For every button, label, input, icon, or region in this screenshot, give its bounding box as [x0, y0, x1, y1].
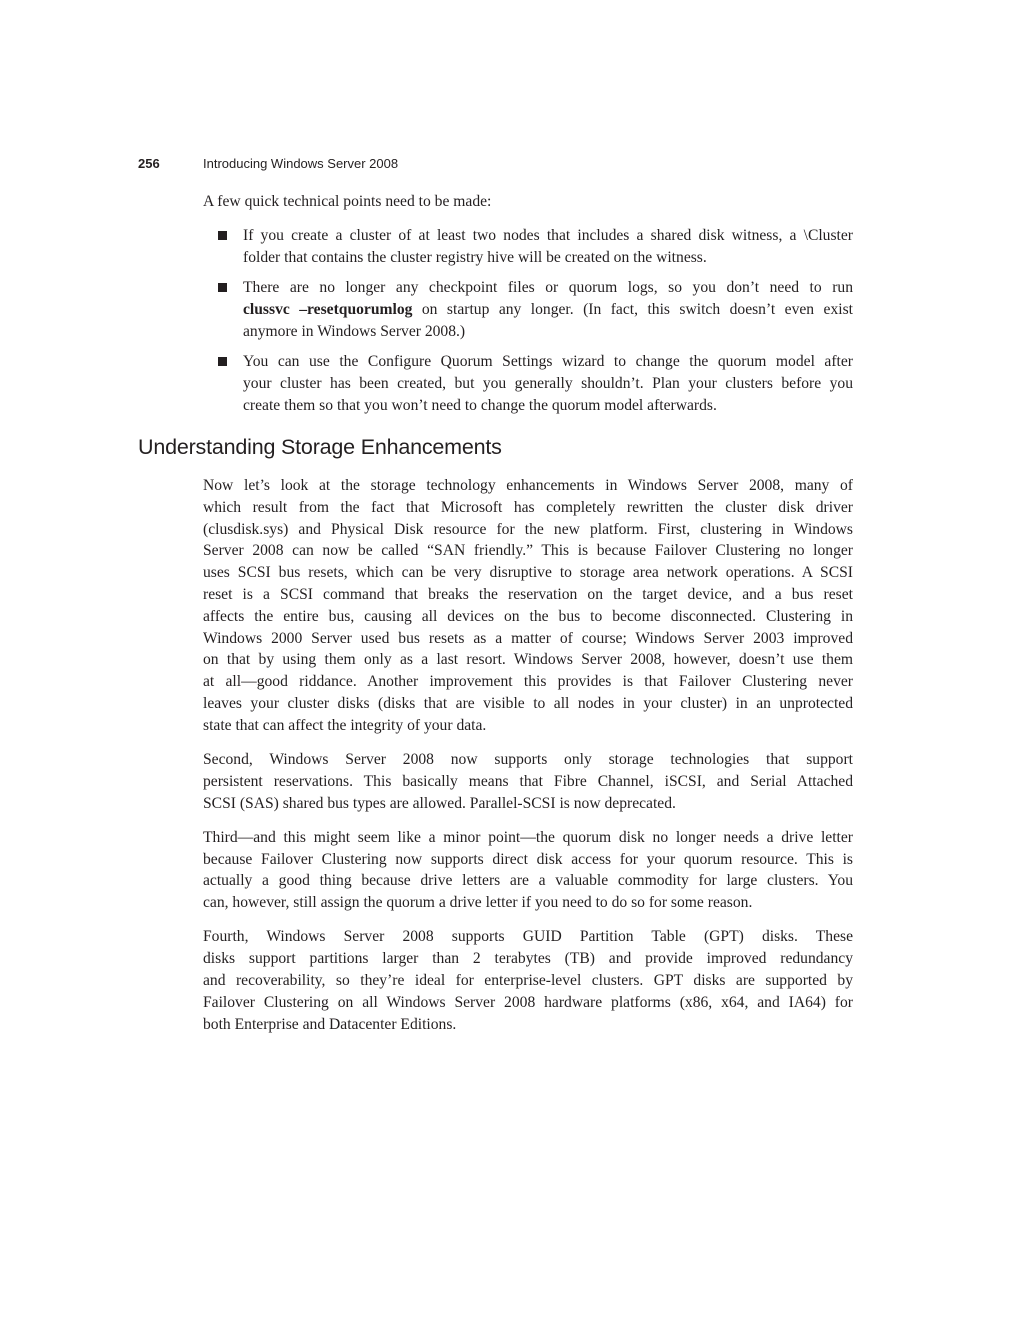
square-bullet-icon — [218, 231, 227, 240]
section-heading: Understanding Storage Enhancements — [138, 435, 502, 459]
text-line: on that by using them only as a last resort. Windows Server 2008, however, doesn’t use them — [203, 651, 853, 669]
text-line: If you create a cluster of at least two nodes that includes a shared disk witness, a \Cluster — [243, 227, 853, 245]
bullet-list — [203, 225, 853, 416]
text-line: which result from the fact that Microsoft has completely rewritten the cluster disk driver — [203, 498, 853, 516]
text-line: A few quick technical points need to be made: — [203, 193, 492, 210]
text-line: Second, Windows Server 2008 now supports only storage technologies that support — [203, 750, 853, 768]
text-line: leaves your cluster disks (disks that are visible to all nodes in your cluster) in an unprotected — [203, 694, 853, 712]
text-line: (clusdisk.sys) and Physical Disk resource for the new platform. First, clustering in Windows — [203, 520, 853, 538]
text-line: state that can affect the integrity of your data. — [203, 716, 487, 734]
text-line: reset is a SCSI command that breaks the reservation on the target device, and a bus reset — [203, 585, 853, 603]
text-line: actually a good thing because drive letters are a valuable commodity for large clusters. You — [203, 872, 853, 890]
text-line: SCSI (SAS) shared bus types are allowed. Parallel-SCSI is now deprecated. — [203, 794, 676, 812]
text-line: uses SCSI bus resets, which can be very disruptive to storage area network operations. A SCSI — [203, 564, 853, 582]
running-head — [138, 156, 398, 171]
text-line: at all—good riddance. Another improvement this provides is that Failover Clustering never — [203, 673, 853, 691]
page-number: 256 — [138, 156, 160, 171]
text-line: You can use the Configure Quorum Settings wizard to change the quorum model after — [243, 352, 853, 370]
text-line: There are no longer any checkpoint files or quorum logs, so you don’t need to run — [243, 279, 853, 297]
text-line: can, however, still assign the quorum a drive letter if you need to do so for some reason. — [203, 894, 753, 912]
intro-paragraph — [203, 191, 853, 213]
text-line: create them so that you won’t need to change the quorum model afterwards. — [243, 396, 717, 414]
section-body — [203, 475, 853, 1048]
text-line: Third—and this might seem like a minor point—the quorum disk no longer needs a drive letter — [203, 828, 853, 846]
body-paragraph — [203, 749, 853, 814]
text-line: affects the entire bus, causing all devices on the bus to become disconnected. Clustering in — [203, 607, 853, 625]
text-line: and recoverability, so they’re ideal for enterprise-level clusters. GPT disks are supported by — [203, 971, 853, 989]
text-line — [243, 299, 853, 321]
square-bullet-icon — [218, 283, 227, 292]
command-text: clussvc –resetquorumlog — [243, 300, 413, 318]
text-line: your cluster has been created, but you generally shouldn’t. Plan your clusters before you — [243, 374, 853, 392]
text-line: disks support partitions larger than 2 terabytes (TB) and provide improved redundancy — [203, 950, 853, 968]
bullet-item — [203, 277, 853, 342]
running-head-title: Introducing Windows Server 2008 — [203, 156, 399, 171]
text-line: folder that contains the cluster registry hive will be created on the witness. — [243, 248, 707, 266]
text-line: both Enterprise and Datacenter Editions. — [203, 1015, 457, 1033]
body-paragraph — [203, 827, 853, 914]
text-line: persistent reservations. This basically means that Fibre Channel, iSCSI, and Serial Attached — [203, 772, 853, 790]
text-line: anymore in Windows Server 2008.) — [243, 322, 466, 340]
text-line: Fourth, Windows Server 2008 supports GUID Partition Table (GPT) disks. These — [203, 928, 853, 946]
bullet-item — [203, 351, 853, 416]
text-line: because Failover Clustering now supports direct disk access for your quorum resource. This is — [203, 850, 853, 868]
intro-section — [203, 191, 853, 425]
body-paragraph — [203, 926, 853, 1035]
text-line: Windows 2000 Server used bus resets as a matter of course; Windows Server 2003 improved — [203, 629, 853, 647]
text-line: Failover Clustering on all Windows Server 2008 hardware platforms (x86, x64, and IA64) for — [203, 993, 853, 1011]
line-text: on startup any longer. (In fact, this switch doesn’t even exist — [412, 300, 854, 318]
square-bullet-icon — [218, 357, 227, 366]
bullet-item — [203, 225, 853, 269]
text-line: Server 2008 can now be called “SAN friendly.” This is because Failover Clustering no longer — [203, 542, 853, 560]
text-line: Now let’s look at the storage technology enhancements in Windows Server 2008, many of — [203, 477, 853, 494]
body-paragraph — [203, 475, 853, 737]
